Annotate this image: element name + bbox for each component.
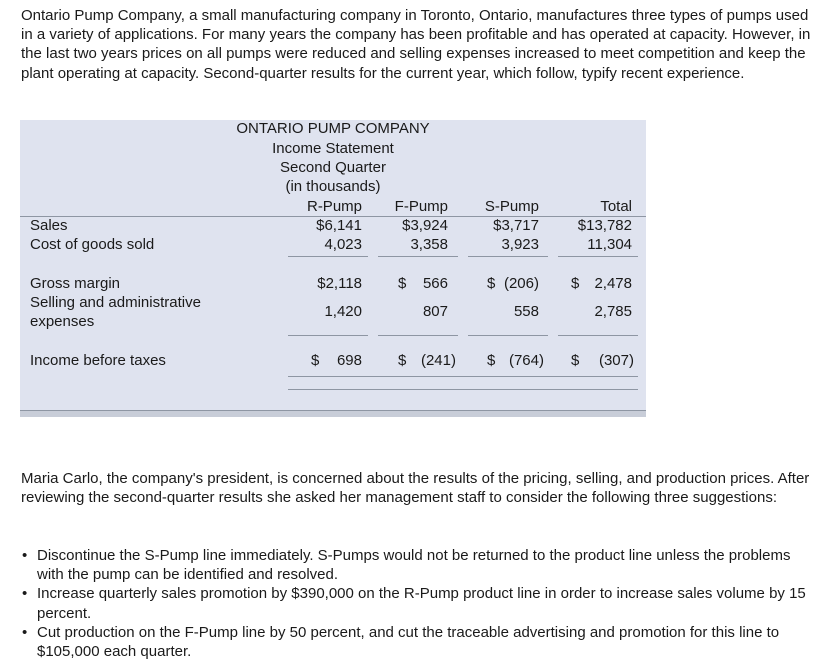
cell-sga-total: 2,785 bbox=[594, 303, 632, 320]
column-header-f-pump: F-Pump bbox=[394, 198, 448, 215]
dollar-sign: $ bbox=[571, 352, 580, 369]
cell-sales-r-pump: $6,141 bbox=[316, 217, 362, 234]
cell-income-total: (307) bbox=[598, 352, 634, 369]
cell-sga-f-pump: 807 bbox=[422, 303, 448, 320]
subtotal-rule bbox=[378, 256, 458, 257]
statement-units: (in thousands) bbox=[285, 178, 381, 195]
cell-sga-r-pump: 1,420 bbox=[324, 303, 362, 320]
cell-cogs-r-pump: 4,023 bbox=[324, 236, 362, 253]
cell-sales-s-pump: $3,717 bbox=[493, 217, 539, 234]
cell-cogs-total: 11,304 bbox=[587, 236, 632, 253]
dollar-sign: $ bbox=[571, 275, 580, 292]
row-label-gross-margin: Gross margin bbox=[30, 275, 121, 292]
column-header-r-pump: R-Pump bbox=[306, 198, 362, 215]
cell-gross-total: 2,478 bbox=[594, 275, 632, 292]
cell-sga-s-pump: 558 bbox=[513, 303, 539, 320]
cell-income-s-pump: (764) bbox=[508, 352, 544, 369]
suggestion-text: Cut production on the F-Pump line by 50 percent, and cut the traceable advertising and promotion for this line to $105,000 each quarter. bbox=[37, 623, 780, 661]
subtotal-rule bbox=[558, 256, 638, 257]
list-item bbox=[21, 584, 811, 622]
subtotal-rule bbox=[468, 335, 548, 336]
dollar-sign: $ bbox=[487, 352, 496, 369]
income-statement-table bbox=[20, 120, 646, 416]
row-label-sga bbox=[30, 293, 230, 331]
president-paragraph: Maria Carlo, the company's president, is concerned about the results of the pricing, selling, and production prices. After reviewing the second-quarter results she asked her management staff to consider the following three suggestions: bbox=[21, 470, 810, 507]
statement-title: Income Statement bbox=[272, 140, 394, 157]
subtotal-rule bbox=[468, 256, 548, 257]
column-header-total: Total bbox=[600, 198, 632, 215]
suggestion-list bbox=[21, 546, 811, 661]
dollar-sign: $ bbox=[398, 352, 407, 369]
row-label-sga-text: Selling and administrative expenses bbox=[30, 294, 201, 330]
row-label-cogs: Cost of goods sold bbox=[30, 236, 155, 253]
list-item bbox=[21, 546, 811, 584]
row-label-income: Income before taxes bbox=[30, 352, 166, 369]
dollar-sign: $ bbox=[311, 352, 320, 369]
company-name: ONTARIO PUMP COMPANY bbox=[236, 120, 430, 137]
subtotal-rule bbox=[288, 256, 368, 257]
cell-gross-r-pump: $2,118 bbox=[317, 275, 362, 292]
subtotal-rule bbox=[288, 335, 368, 336]
intro-paragraph: Ontario Pump Company, a small manufacturing company in Toronto, Ontario, manufactures three types of pumps used in a variety of applications. For many years the company has been profitable and has operated at capacity. However, in the last two years prices on all pumps were reduced and selling expenses increased to meet competition and keep the plant operating at capacity. Second-quarter results for the current year, which follow, typify recent experience. bbox=[21, 7, 811, 82]
dollar-sign: $ bbox=[487, 275, 496, 292]
cell-cogs-f-pump: 3,358 bbox=[410, 236, 448, 253]
bullet-icon: • bbox=[22, 547, 28, 564]
list-item bbox=[21, 623, 811, 661]
total-double-rule bbox=[288, 389, 638, 390]
suggestion-text: Increase quarterly sales promotion by $390,000 on the R-Pump product line in order to increase sales volume by 15 percent. bbox=[37, 585, 806, 622]
cell-cogs-s-pump: 3,923 bbox=[501, 236, 539, 253]
bullet-icon: • bbox=[22, 623, 28, 641]
cell-sales-f-pump: $3,924 bbox=[402, 217, 448, 234]
subtotal-rule bbox=[558, 335, 638, 336]
total-double-rule bbox=[288, 376, 638, 377]
suggestion-text: Discontinue the S-Pump line immediately. S-Pumps would not be returned to the product line unless the problems with the pump can be identified and resolved. bbox=[37, 547, 791, 584]
column-header-s-pump: S-Pump bbox=[484, 198, 539, 215]
cell-income-r-pump: 698 bbox=[336, 352, 362, 369]
subtotal-rule bbox=[378, 335, 458, 336]
cell-gross-f-pump: 566 bbox=[422, 275, 448, 292]
cell-income-f-pump: (241) bbox=[420, 352, 456, 369]
cell-gross-s-pump: (206) bbox=[503, 275, 539, 292]
dollar-sign: $ bbox=[398, 275, 407, 292]
bullet-icon: • bbox=[22, 585, 28, 603]
cell-sales-total: $13,782 bbox=[577, 217, 632, 234]
statement-period: Second Quarter bbox=[280, 159, 386, 176]
row-label-sales: Sales bbox=[30, 217, 68, 234]
table-bottom-bar bbox=[20, 410, 646, 417]
